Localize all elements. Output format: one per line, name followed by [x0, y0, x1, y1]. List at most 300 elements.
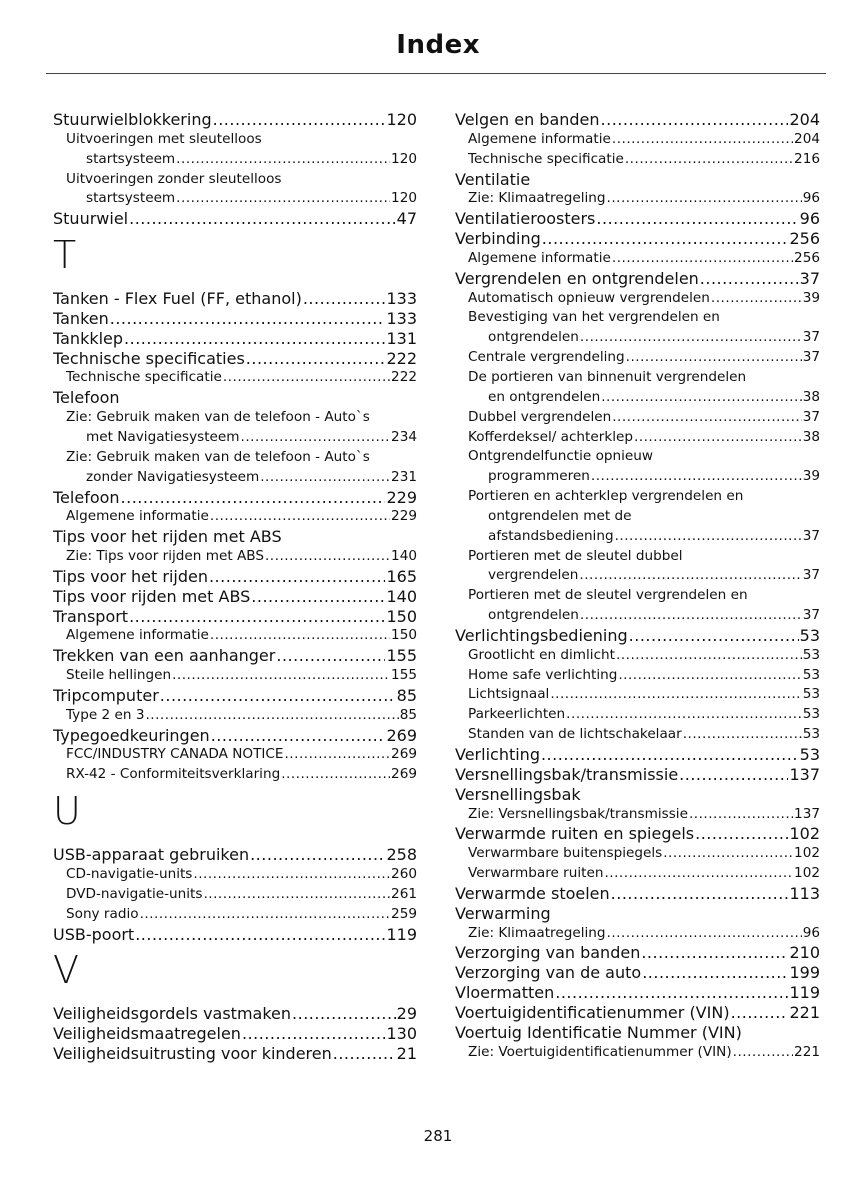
- entry-term: ontgrendelen: [488, 607, 579, 624]
- index-letter-heading: T: [53, 233, 77, 278]
- entry-term: Zie: Voertuigidentificatienummer (VIN): [468, 1043, 732, 1060]
- index-subentry: [455, 328, 820, 348]
- entry-page-number: 137: [789, 764, 820, 784]
- entry-term: Tanken: [53, 308, 109, 328]
- index-entry: [53, 845, 417, 865]
- entry-term: Tips voor rijden met ABS: [53, 586, 251, 606]
- index-subentry: [455, 150, 820, 170]
- entry-term: Type 2 en 3: [66, 706, 145, 723]
- index-entry: [455, 1023, 820, 1043]
- entry-page-number: 133: [386, 289, 417, 309]
- entry-term: Technische specificatie: [468, 150, 624, 167]
- dot-leader: [145, 706, 398, 726]
- index-subentry: [455, 547, 820, 567]
- dot-leader: [160, 686, 396, 706]
- index-subentry: [53, 626, 417, 646]
- index-entry: [455, 229, 820, 249]
- index-subentry: [455, 467, 820, 487]
- entry-page-number: 120: [391, 150, 417, 167]
- entry-term: Verwarmbare buitenspiegels: [468, 845, 663, 862]
- entry-term: Verwarmde ruiten en spiegels: [455, 824, 695, 844]
- entry-page-number: 96: [802, 190, 820, 207]
- entry-page-number: 102: [794, 845, 820, 862]
- index-subentry: [53, 468, 417, 488]
- entry-page-number: 21: [396, 1044, 417, 1064]
- entry-term: Zie: Klimaatregeling: [468, 924, 606, 941]
- entry-page-number: 53: [799, 745, 820, 764]
- entry-term: Algemene informatie: [66, 508, 209, 525]
- entry-page-number: 165: [386, 566, 417, 586]
- dot-leader: [607, 189, 802, 209]
- index-entry: [455, 884, 820, 904]
- entry-term: Bevestiging van het vergrendelen en: [468, 309, 720, 326]
- entry-page-number: 234: [391, 428, 417, 445]
- entry-page-number: 140: [391, 548, 417, 565]
- dot-leader: [663, 844, 793, 864]
- dot-leader: [542, 229, 789, 249]
- dot-leader: [607, 924, 802, 944]
- index-letter-heading: U: [53, 789, 81, 834]
- entry-page-number: 120: [391, 190, 417, 207]
- entry-page-number: 53: [802, 686, 820, 703]
- dot-leader: [731, 1003, 789, 1023]
- entry-term: Stuurwiel: [53, 209, 129, 229]
- entry-term: USB-apparaat gebruiken: [53, 845, 250, 865]
- index-entry: [53, 1044, 417, 1064]
- entry-term: Dubbel vergrendelen: [468, 408, 612, 425]
- index-entry: [455, 1003, 820, 1023]
- entry-page-number: 39: [802, 289, 820, 306]
- entry-term: Zie: Klimaatregeling: [468, 190, 606, 207]
- dot-leader: [626, 348, 802, 368]
- entry-term: Ventilatieroosters: [455, 209, 596, 229]
- entry-term: Verbinding: [455, 229, 541, 249]
- entry-page-number: 231: [391, 468, 417, 485]
- entry-page-number: 119: [789, 983, 820, 1003]
- index-entry: [53, 349, 417, 369]
- index-entry: [53, 209, 417, 229]
- entry-term: Technische specificatie: [66, 369, 222, 386]
- index-entry: [455, 963, 820, 983]
- index-entry: [53, 567, 417, 587]
- index-column-right: [455, 110, 820, 1063]
- entry-term: Verlichting: [455, 745, 540, 764]
- index-entry: [53, 607, 417, 627]
- entry-term: Velgen en banden: [455, 110, 600, 129]
- entry-page-number: 229: [391, 508, 417, 525]
- index-subentry: [53, 130, 417, 150]
- entry-page-number: 37: [802, 408, 820, 425]
- entry-term: Versnellingsbak/transmissie: [455, 764, 679, 784]
- dot-leader: [140, 905, 390, 925]
- dot-leader: [246, 349, 386, 369]
- entry-page-number: 221: [789, 1002, 820, 1022]
- index-subentry: [455, 844, 820, 864]
- dot-leader: [596, 209, 798, 229]
- dot-leader: [579, 566, 801, 586]
- entry-term: Zie: Gebruik maken van de telefoon - Auto`s: [66, 448, 370, 465]
- entry-term: startsysteem: [86, 150, 176, 167]
- entry-page-number: 37: [802, 607, 820, 624]
- entry-term: Veiligheidsgordels vastmaken: [53, 1004, 292, 1024]
- index-entry: [455, 209, 820, 229]
- entry-term: Portieren met de sleutel dubbel: [468, 547, 683, 564]
- index-subentry: [455, 606, 820, 626]
- dot-leader: [612, 130, 793, 150]
- index-subentry: [53, 408, 417, 428]
- dot-leader: [618, 666, 801, 686]
- entry-page-number: 133: [386, 308, 417, 328]
- entry-term: Algemene informatie: [66, 627, 209, 644]
- dot-leader: [203, 885, 390, 905]
- index-subentry: [455, 805, 820, 825]
- dot-leader: [541, 745, 799, 765]
- entry-term: Veiligheidsmaatregelen: [53, 1024, 241, 1044]
- entry-page-number: 37: [799, 268, 820, 288]
- dot-leader: [193, 865, 390, 885]
- entry-page-number: 53: [799, 625, 820, 645]
- entry-term: Portieren en achterklep vergrendelen en: [468, 488, 744, 505]
- index-subentry: [53, 448, 417, 468]
- index-subentry: [455, 447, 820, 467]
- entry-page-number: 258: [386, 845, 417, 865]
- entry-page-number: 199: [789, 963, 820, 983]
- dot-leader: [241, 428, 391, 448]
- entry-term: FCC/INDUSTRY CANADA NOTICE: [66, 746, 284, 763]
- index-subentry: [455, 487, 820, 507]
- index-subentry: [455, 388, 820, 408]
- page-title-text: Index: [396, 30, 480, 60]
- index-entry: [53, 527, 417, 547]
- entry-page-number: 155: [391, 667, 417, 684]
- dot-leader: [284, 745, 390, 765]
- entry-term: Algemene informatie: [468, 249, 611, 266]
- entry-term: Ventilatie: [455, 169, 531, 189]
- entry-term: Steile hellingen: [66, 667, 172, 684]
- entry-page-number: 259: [391, 905, 417, 922]
- entry-term: Centrale vergrendeling: [468, 349, 625, 366]
- index-entry: [53, 646, 417, 666]
- entry-page-number: 85: [399, 706, 417, 723]
- index-subentry: [455, 705, 820, 725]
- entry-page-number: 216: [794, 150, 820, 167]
- entry-term: Automatisch opnieuw vergrendelen: [468, 289, 710, 306]
- entry-page-number: 113: [789, 883, 820, 903]
- entry-page-number: 155: [386, 646, 417, 666]
- entry-page-number: 29: [396, 1004, 417, 1024]
- index-entry: [455, 983, 820, 1003]
- entry-page-number: 204: [794, 130, 820, 147]
- entry-page-number: 256: [794, 249, 820, 266]
- page-title: [0, 30, 824, 60]
- entry-term: Kofferdeksel/ achterklep: [468, 428, 633, 445]
- index-column-left: [53, 110, 417, 1064]
- index-subentry: [455, 348, 820, 368]
- entry-page-number: 37: [802, 527, 820, 544]
- index-subentry: [455, 408, 820, 428]
- entry-page-number: 204: [789, 110, 820, 129]
- entry-term: zonder Navigatiesysteem: [86, 468, 260, 485]
- dot-leader: [711, 289, 802, 309]
- entry-term: USB-poort: [53, 924, 135, 944]
- entry-page-number: 53: [802, 726, 820, 743]
- entry-term: ontgrendelen: [488, 329, 579, 346]
- index-entry: [53, 309, 417, 329]
- dot-leader: [615, 527, 802, 547]
- entry-term: Tips voor het rijden: [53, 566, 208, 586]
- index-subentry: [53, 885, 417, 905]
- dot-leader: [629, 626, 799, 646]
- entry-term: Stuurwielblokkering: [53, 110, 212, 129]
- dot-leader: [292, 1004, 396, 1024]
- index-subentry: [455, 289, 820, 309]
- dot-leader: [121, 488, 386, 508]
- entry-page-number: 53: [802, 706, 820, 723]
- entry-term: startsysteem: [86, 190, 176, 207]
- entry-page-number: 39: [802, 468, 820, 485]
- entry-term: Vloermatten: [455, 983, 555, 1003]
- dot-leader: [612, 408, 801, 428]
- dot-leader: [242, 1024, 386, 1044]
- index-subentry: [455, 1043, 820, 1063]
- dot-leader: [281, 765, 390, 785]
- index-entry: [455, 745, 820, 765]
- entry-term: Sony radio: [66, 905, 139, 922]
- dot-leader: [580, 606, 802, 626]
- dot-leader: [601, 388, 801, 408]
- index-subentry: [455, 308, 820, 328]
- dot-leader: [124, 329, 385, 349]
- entry-page-number: 37: [802, 567, 820, 584]
- index-subentry: [53, 507, 417, 527]
- entry-page-number: 37: [802, 329, 820, 346]
- entry-term: Parkeerlichten: [468, 706, 566, 723]
- dot-leader: [210, 626, 390, 646]
- page-number: 281: [423, 1127, 453, 1145]
- dot-leader: [641, 943, 788, 963]
- index-subentry: [455, 924, 820, 944]
- dot-leader: [625, 150, 793, 170]
- index-subentry: [455, 685, 820, 705]
- dot-leader: [604, 864, 793, 884]
- dot-leader: [129, 209, 396, 229]
- entry-page-number: 37: [802, 349, 820, 366]
- entry-term: Lichtsignaal: [468, 686, 550, 703]
- index-subentry: [455, 725, 820, 745]
- entry-term: Verwarmde stoelen: [455, 883, 610, 903]
- header-divider: [46, 73, 826, 74]
- entry-term: vergrendelen: [488, 567, 579, 584]
- index-subentry: [455, 249, 820, 269]
- entry-term: Voertuigidentificatienummer (VIN): [455, 1002, 730, 1022]
- index-entry: [53, 1004, 417, 1024]
- index-entry: [455, 269, 820, 289]
- entry-term: en ontgrendelen: [488, 388, 601, 405]
- index-subentry: [53, 865, 417, 885]
- dot-leader: [612, 249, 793, 269]
- dot-leader: [642, 963, 788, 983]
- dot-leader: [209, 567, 385, 587]
- dot-leader: [580, 328, 802, 348]
- entry-page-number: 120: [386, 110, 417, 129]
- index-entry: [455, 904, 820, 924]
- entry-page-number: 85: [396, 685, 417, 705]
- dot-leader: [135, 925, 385, 945]
- entry-term: Standen van de lichtschakelaar: [468, 726, 682, 743]
- entry-page-number: 131: [386, 328, 417, 348]
- entry-term: Veiligheidsuitrusting voor kinderen: [53, 1044, 332, 1064]
- index-subentry: [53, 706, 417, 726]
- index-letter-heading: V: [53, 948, 79, 993]
- index-subentry: [455, 646, 820, 666]
- entry-term: Tanken - Flex Fuel (FF, ethanol): [53, 289, 302, 309]
- entry-page-number: 261: [391, 885, 417, 902]
- index-subentry: [455, 189, 820, 209]
- index-entry: [53, 110, 417, 130]
- dot-leader: [616, 646, 802, 666]
- entry-page-number: 269: [386, 725, 417, 745]
- entry-page-number: 119: [386, 924, 417, 944]
- index-subentry: [455, 566, 820, 586]
- dot-leader: [250, 845, 385, 865]
- dot-leader: [129, 607, 385, 627]
- index-entry: [53, 289, 417, 309]
- dot-leader: [555, 983, 788, 1003]
- index-subentry: [455, 864, 820, 884]
- index-subentry: [53, 666, 417, 686]
- entry-page-number: 150: [391, 627, 417, 644]
- entry-term: Verlichtingsbediening: [455, 625, 628, 645]
- entry-page-number: 269: [391, 766, 417, 783]
- index-entry: [455, 943, 820, 963]
- entry-page-number: 229: [386, 487, 417, 507]
- entry-term: Verwarmbare ruiten: [468, 865, 604, 882]
- entry-term: RX-42 - Conformiteitsverklaring: [66, 766, 281, 783]
- entry-term: Algemene informatie: [468, 130, 611, 147]
- dot-leader: [110, 309, 386, 329]
- entry-term: Tripcomputer: [53, 685, 159, 705]
- dot-leader: [333, 1044, 396, 1064]
- entry-term: met Navigatiesysteem: [86, 428, 240, 445]
- entry-term: Home safe verlichting: [468, 666, 618, 683]
- index-entry: [53, 587, 417, 607]
- entry-term: Trekken van een aanhanger: [53, 646, 276, 666]
- index-subentry: [455, 527, 820, 547]
- entry-term: Uitvoeringen met sleutelloos: [66, 130, 262, 147]
- entry-page-number: 221: [794, 1043, 820, 1060]
- entry-term: Zie: Gebruik maken van de telefoon - Auto`s: [66, 409, 370, 426]
- entry-page-number: 53: [802, 666, 820, 683]
- index-subentry: [53, 428, 417, 448]
- dot-leader: [695, 824, 788, 844]
- dot-leader: [733, 1043, 793, 1063]
- entry-page-number: 150: [386, 606, 417, 626]
- entry-page-number: 269: [391, 746, 417, 763]
- entry-term: Telefoon: [53, 388, 120, 408]
- entry-page-number: 140: [386, 586, 417, 606]
- index-subentry: [53, 765, 417, 785]
- entry-term: Transport: [53, 606, 129, 626]
- dot-leader: [700, 269, 799, 289]
- entry-term: Tips voor het rijden met ABS: [53, 527, 282, 547]
- dot-leader: [550, 685, 801, 705]
- index-entry: [53, 1024, 417, 1044]
- index-entry: [455, 824, 820, 844]
- entry-page-number: 38: [802, 428, 820, 445]
- dot-leader: [566, 705, 802, 725]
- index-subentry: [53, 368, 417, 388]
- entry-page-number: 102: [794, 865, 820, 882]
- entry-term: Tankklep: [53, 328, 124, 348]
- dot-leader: [210, 507, 390, 527]
- entry-page-number: 222: [391, 369, 417, 386]
- dot-leader: [213, 110, 386, 130]
- index-entry: [455, 785, 820, 805]
- entry-term: Verzorging van de auto: [455, 963, 642, 983]
- index-subentry: [455, 428, 820, 448]
- dot-leader: [276, 646, 385, 666]
- dot-leader: [260, 468, 390, 488]
- index-subentry: [53, 745, 417, 765]
- dot-leader: [303, 289, 386, 309]
- dot-leader: [689, 805, 793, 825]
- index-entry: [53, 388, 417, 408]
- entry-page-number: 47: [396, 209, 417, 229]
- index-subentry: [53, 189, 417, 209]
- index-entry: [455, 170, 820, 190]
- dot-leader: [591, 467, 802, 487]
- index-subentry: [455, 130, 820, 150]
- index-entry: [53, 329, 417, 349]
- entry-term: Verzorging van banden: [455, 943, 641, 963]
- index-subentry: [455, 586, 820, 606]
- entry-term: Typegoedkeuringen: [53, 725, 210, 745]
- entry-page-number: 96: [802, 924, 820, 941]
- entry-term: De portieren van binnenuit vergrendelen: [468, 368, 747, 385]
- entry-term: Voertuig Identificatie Nummer (VIN): [455, 1022, 742, 1042]
- dot-leader: [265, 547, 390, 567]
- dot-leader: [172, 666, 390, 686]
- dot-leader: [679, 765, 788, 785]
- index-subentry: [455, 507, 820, 527]
- entry-page-number: 38: [802, 388, 820, 405]
- entry-term: CD-navigatie-units: [66, 866, 193, 882]
- entry-page-number: 222: [386, 348, 417, 368]
- entry-term: afstandsbediening: [488, 527, 614, 544]
- dot-leader: [223, 368, 390, 388]
- entry-page-number: 260: [391, 866, 417, 882]
- index-subentry: [53, 547, 417, 567]
- index-entry: [53, 686, 417, 706]
- entry-term: Versnellingsbak: [455, 784, 581, 804]
- entry-page-number: 130: [386, 1024, 417, 1044]
- entry-term: Zie: Tips voor rijden met ABS: [66, 548, 264, 565]
- index-subentry: [455, 666, 820, 686]
- entry-term: Vergrendelen en ontgrendelen: [455, 268, 699, 288]
- dot-leader: [611, 884, 789, 904]
- entry-term: Uitvoeringen zonder sleutelloos: [66, 170, 282, 187]
- entry-page-number: 53: [802, 646, 820, 663]
- entry-page-number: 256: [789, 229, 820, 249]
- index-entry: [455, 110, 820, 130]
- dot-leader: [211, 726, 386, 746]
- index-subentry: [455, 368, 820, 388]
- dot-leader: [601, 110, 789, 130]
- dot-leader: [634, 428, 802, 448]
- dot-leader: [176, 189, 390, 209]
- dot-leader: [251, 587, 385, 607]
- index-entry: [53, 726, 417, 746]
